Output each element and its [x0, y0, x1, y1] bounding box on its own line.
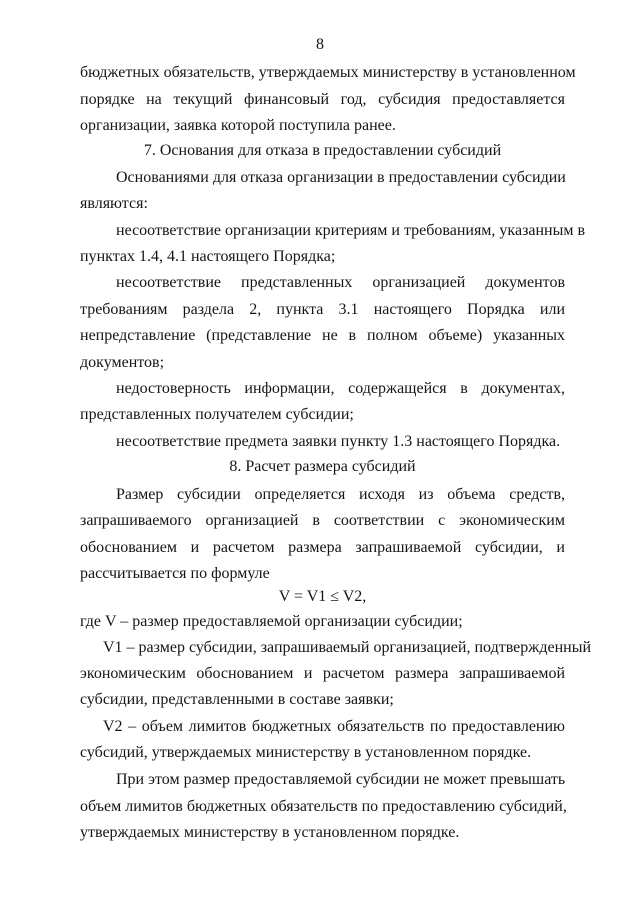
text-line: Размер субсидии определяется исходя из объема средств,: [116, 486, 565, 503]
text-line: где V – размер предоставляемой организации субсидии;: [80, 613, 463, 630]
text-line: Основаниями для отказа организации в предоставлении субсидии: [116, 169, 566, 186]
text-line: обоснованием и расчетом размера запрашиваемой субсидии, и: [80, 539, 565, 556]
text-line: V2 – объем лимитов бюджетных обязательств по предоставлению: [103, 718, 565, 735]
text-line: субсидии, представленными в составе заявки;: [80, 691, 394, 708]
text-line: субсидий, утверждаемых министерству в установленном порядке.: [80, 744, 532, 761]
text-line: экономическим обоснованием и расчетом размера запрашиваемой: [80, 665, 565, 682]
text-line: V1 – размер субсидии, запрашиваемый организацией, подтвержденный: [103, 639, 591, 656]
text-line: непредставление (представление не в полном объеме) указанных: [80, 327, 565, 344]
text-line: несоответствие представленных организацией документов: [116, 274, 565, 291]
text-line: рассчитывается по формуле: [80, 565, 270, 582]
text-line: При этом размер предоставляемой субсидии не может превышать: [116, 771, 566, 788]
text-line: утверждаемых министерству в установленном порядке.: [80, 824, 460, 841]
text-line: бюджетных обязательств, утверждаемых министерству в установленном: [80, 64, 576, 81]
text-line: порядке на текущий финансовый год, субсидия предоставляется: [80, 91, 565, 108]
text-line: требованиям раздела 2, пункта 3.1 настоящего Порядка или: [80, 301, 565, 318]
text-line: документов;: [80, 354, 165, 371]
text-line: представленных получателем субсидии;: [80, 406, 354, 423]
page-number: 8: [316, 36, 324, 53]
text-line: пунктах 1.4, 4.1 настоящего Порядка;: [80, 248, 336, 265]
text-line: несоответствие предмета заявки пункту 1.3 настоящего Порядка.: [116, 433, 561, 450]
text-line: являются:: [80, 195, 148, 212]
section-heading: 7. Основания для отказа в предоставлении субсидий: [143, 142, 502, 159]
text-line: организации, заявка которой поступила ранее.: [80, 117, 396, 134]
text-line: объем лимитов бюджетных обязательств по предоставлению субсидий,: [80, 798, 567, 815]
text-line: недостоверность информации, содержащейся в документах,: [116, 380, 565, 397]
text-line: запрашиваемого организацией в соответствии с экономическим: [80, 512, 565, 529]
section-heading: 8. Расчет размера субсидий: [229, 458, 416, 475]
text-line: несоответствие организации критериям и требованиям, указанным в: [116, 222, 586, 239]
formula: V = V1 ≤ V2,: [278, 588, 367, 605]
